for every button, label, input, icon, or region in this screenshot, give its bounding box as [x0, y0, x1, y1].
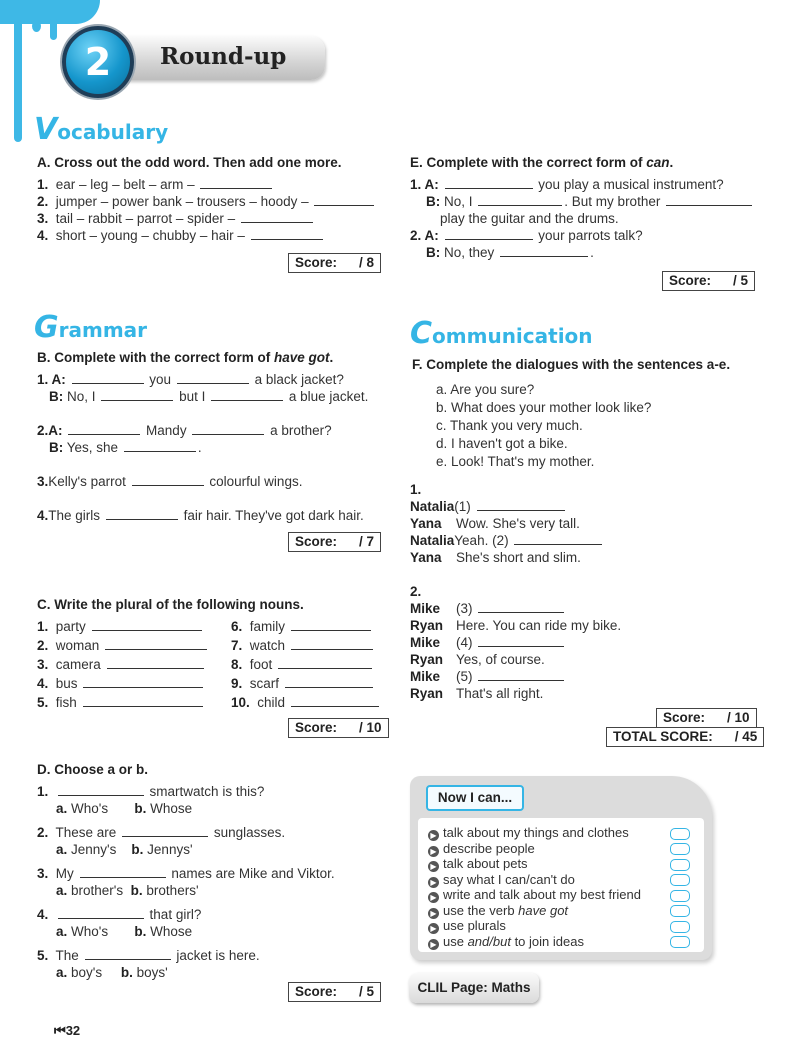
exercise-b-line: B: No, I but I a blue jacket.: [49, 389, 369, 404]
play-arrow-icon: ▶: [428, 892, 439, 903]
answer-blank[interactable]: [285, 676, 373, 688]
section-title-grammar: Grammar: [34, 310, 148, 345]
section-title-communication: Communication: [410, 316, 593, 351]
dialogue-line: Mike (4): [410, 634, 566, 651]
dialogue-line: Mike (5): [410, 668, 566, 685]
ink-drip: [32, 20, 41, 32]
choice-options[interactable]: a. brother's b. brothers': [56, 883, 199, 898]
dialogue-line: Ryan That's all right.: [410, 686, 544, 701]
total-score-box: TOTAL SCORE: / 45: [606, 727, 764, 747]
can-do-item: ▶ use and/but to join ideas: [428, 934, 584, 950]
exercise-a-item: 4. short – young – chubby – hair –: [37, 227, 325, 244]
dialogue-option: c. Thank you very much.: [436, 418, 583, 433]
can-do-item: ▶ talk about pets: [428, 856, 528, 872]
dialogue-number: 2.: [410, 584, 422, 599]
answer-blank[interactable]: [445, 177, 533, 189]
exercise-b-line: B: Yes, she .: [49, 440, 202, 455]
can-do-item: ▶ use the verb have got: [428, 903, 568, 919]
answer-blank[interactable]: [200, 177, 272, 189]
clil-page-button[interactable]: CLIL Page: Maths: [409, 973, 539, 1003]
plural-item: 7. watch: [231, 637, 375, 654]
plural-item: 2. woman: [37, 637, 209, 654]
answer-blank[interactable]: [478, 194, 562, 206]
answer-blank[interactable]: [106, 508, 178, 520]
self-check-box[interactable]: [670, 905, 690, 917]
answer-blank[interactable]: [105, 638, 207, 650]
play-arrow-icon: ▶: [428, 830, 439, 841]
can-do-item: ▶ use plurals: [428, 918, 506, 934]
unit-badge: [62, 26, 134, 98]
exercise-f-heading: F. Complete the dialogues with the sentences a-e.: [412, 357, 731, 372]
answer-blank[interactable]: [107, 657, 204, 669]
exercise-e-line: 2. A: your parrots talk?: [410, 228, 643, 243]
play-arrow-icon: ▶: [428, 861, 439, 872]
self-check-box[interactable]: [670, 843, 690, 855]
self-check-box[interactable]: [670, 921, 690, 933]
choice-options[interactable]: a. boy's b. boys': [56, 965, 168, 980]
dialogue-line: Ryan Yes, of course.: [410, 652, 545, 667]
answer-blank[interactable]: [58, 784, 144, 796]
answer-blank[interactable]: [132, 474, 204, 486]
dialogue-line: Natalia(1): [410, 498, 567, 515]
dialogue-line: Ryan Here. You can ride my bike.: [410, 618, 622, 633]
plural-item: 4. bus: [37, 675, 205, 692]
play-arrow-icon: ▶: [428, 908, 439, 919]
plural-item: 1. party: [37, 618, 204, 635]
ink-drip: [50, 18, 57, 40]
dialogue-line: Yana Wow. She's very tall.: [410, 516, 580, 531]
rewind-icon: ⏮: [54, 1023, 66, 1038]
exercise-e-line: play the guitar and the drums.: [440, 211, 619, 226]
answer-blank[interactable]: [291, 619, 371, 631]
left-ink-bar: [14, 0, 22, 142]
section-title-vocabulary: Vocabulary: [34, 112, 169, 147]
exercise-c-heading: C. Write the plural of the following nouns.: [37, 597, 304, 612]
answer-blank[interactable]: [278, 657, 372, 669]
play-arrow-icon: ▶: [428, 923, 439, 934]
choice-options[interactable]: a. Who's b. Whose: [56, 801, 193, 816]
exercise-b-heading: B. Complete with the correct form of have got.: [37, 350, 334, 365]
answer-blank[interactable]: [251, 228, 323, 240]
dialogue-number: 1.: [410, 482, 422, 497]
plural-item: 3. camera: [37, 656, 206, 673]
answer-blank[interactable]: [514, 533, 602, 545]
exercise-b-line: 4.The girls fair hair. They've got dark hair.: [37, 508, 364, 523]
answer-blank[interactable]: [83, 695, 203, 707]
answer-blank[interactable]: [124, 440, 196, 452]
exercise-d-heading: D. Choose a or b.: [37, 762, 149, 777]
play-arrow-icon: ▶: [428, 846, 439, 857]
answer-blank[interactable]: [241, 211, 313, 223]
exercise-e-line: 1. A: you play a musical instrument?: [410, 177, 724, 192]
answer-blank[interactable]: [192, 423, 264, 435]
answer-blank[interactable]: [58, 907, 144, 919]
now-i-can-tab: Now I can...: [426, 785, 524, 811]
choice-options[interactable]: a. Who's b. Whose: [56, 924, 193, 939]
exercise-e-line: B: No, they .: [426, 245, 594, 260]
self-check-box[interactable]: [670, 874, 690, 886]
plural-item: 8. foot: [231, 656, 374, 673]
exercise-b-line: 2.A: Mandy a brother?: [37, 423, 332, 438]
exercise-a-heading: A. Cross out the odd word. Then add one more.: [37, 155, 342, 170]
exercise-a-item: 3. tail – rabbit – parrot – spider –: [37, 210, 315, 227]
plural-item: 9. scarf: [231, 675, 375, 692]
score-box-a: Score: / 8: [288, 253, 381, 273]
can-do-item: ▶ talk about my things and clothes: [428, 825, 629, 841]
answer-blank[interactable]: [177, 372, 249, 384]
answer-blank[interactable]: [68, 423, 140, 435]
answer-blank[interactable]: [122, 825, 208, 837]
choice-question: 5. The jacket is here.: [37, 948, 260, 963]
self-check-box[interactable]: [670, 936, 690, 948]
answer-blank[interactable]: [314, 194, 374, 206]
choice-question: 4. that girl?: [37, 907, 202, 922]
page-title: Round-up: [160, 43, 287, 70]
dialogue-line: Yana She's short and slim.: [410, 550, 581, 565]
dialogue-line: NataliaYeah. (2): [410, 532, 604, 549]
score-box-b: Score: / 7: [288, 532, 381, 552]
answer-blank[interactable]: [666, 194, 752, 206]
can-do-item: ▶ say what I can/can't do: [428, 872, 575, 888]
score-box-f: Score: / 10: [656, 708, 757, 728]
self-check-box[interactable]: [670, 859, 690, 871]
choice-options[interactable]: a. Jenny's b. Jennys': [56, 842, 193, 857]
exercise-b-line: 3.Kelly's parrot colourful wings.: [37, 474, 303, 489]
plural-item: 6. family: [231, 618, 373, 635]
answer-blank[interactable]: [478, 669, 564, 681]
answer-blank[interactable]: [92, 619, 202, 631]
play-arrow-icon: ▶: [428, 877, 439, 888]
exercise-b-line: 1. A: you a black jacket?: [37, 372, 344, 387]
choice-question: 1. smartwatch is this?: [37, 784, 265, 799]
exercise-e-heading: E. Complete with the correct form of can.: [410, 155, 674, 170]
choice-question: 3. My names are Mike and Viktor.: [37, 866, 335, 881]
self-check-box[interactable]: [670, 890, 690, 902]
answer-blank[interactable]: [478, 635, 564, 647]
answer-blank[interactable]: [211, 389, 283, 401]
answer-blank[interactable]: [445, 228, 533, 240]
page-number: ⏮32: [54, 1023, 81, 1038]
can-do-item: ▶ describe people: [428, 841, 535, 857]
answer-blank[interactable]: [101, 389, 173, 401]
answer-blank[interactable]: [477, 499, 565, 511]
exercise-a-item: 2. jumper – power bank – trousers – hoody –: [37, 193, 376, 210]
score-box-d: Score: / 5: [288, 982, 381, 1002]
exercise-e-line: B: No, I . But my brother: [426, 193, 754, 210]
answer-blank[interactable]: [500, 245, 588, 257]
answer-blank[interactable]: [72, 372, 144, 384]
answer-blank[interactable]: [478, 601, 564, 613]
score-box-e: Score: / 5: [662, 271, 755, 291]
dialogue-option: a. Are you sure?: [436, 382, 535, 397]
answer-blank[interactable]: [291, 695, 379, 707]
dialogue-option: b. What does your mother look like?: [436, 400, 652, 415]
plural-item: 5. fish: [37, 694, 205, 711]
plural-item: 10. child: [231, 694, 381, 711]
answer-blank[interactable]: [291, 638, 373, 650]
self-check-box[interactable]: [670, 828, 690, 840]
dialogue-option: d. I haven't got a bike.: [436, 436, 568, 451]
answer-blank[interactable]: [83, 676, 203, 688]
can-do-item: ▶ write and talk about my best friend: [428, 887, 641, 903]
dialogue-option: e. Look! That's my mother.: [436, 454, 595, 469]
score-box-c: Score: / 10: [288, 718, 389, 738]
exercise-a-item: 1. ear – leg – belt – arm –: [37, 176, 274, 193]
play-arrow-icon: ▶: [428, 939, 439, 950]
dialogue-line: Mike (3): [410, 600, 566, 617]
unit-number: 2: [84, 40, 112, 84]
choice-question: 2. These are sunglasses.: [37, 825, 286, 840]
answer-blank[interactable]: [85, 948, 171, 960]
answer-blank[interactable]: [80, 866, 166, 878]
